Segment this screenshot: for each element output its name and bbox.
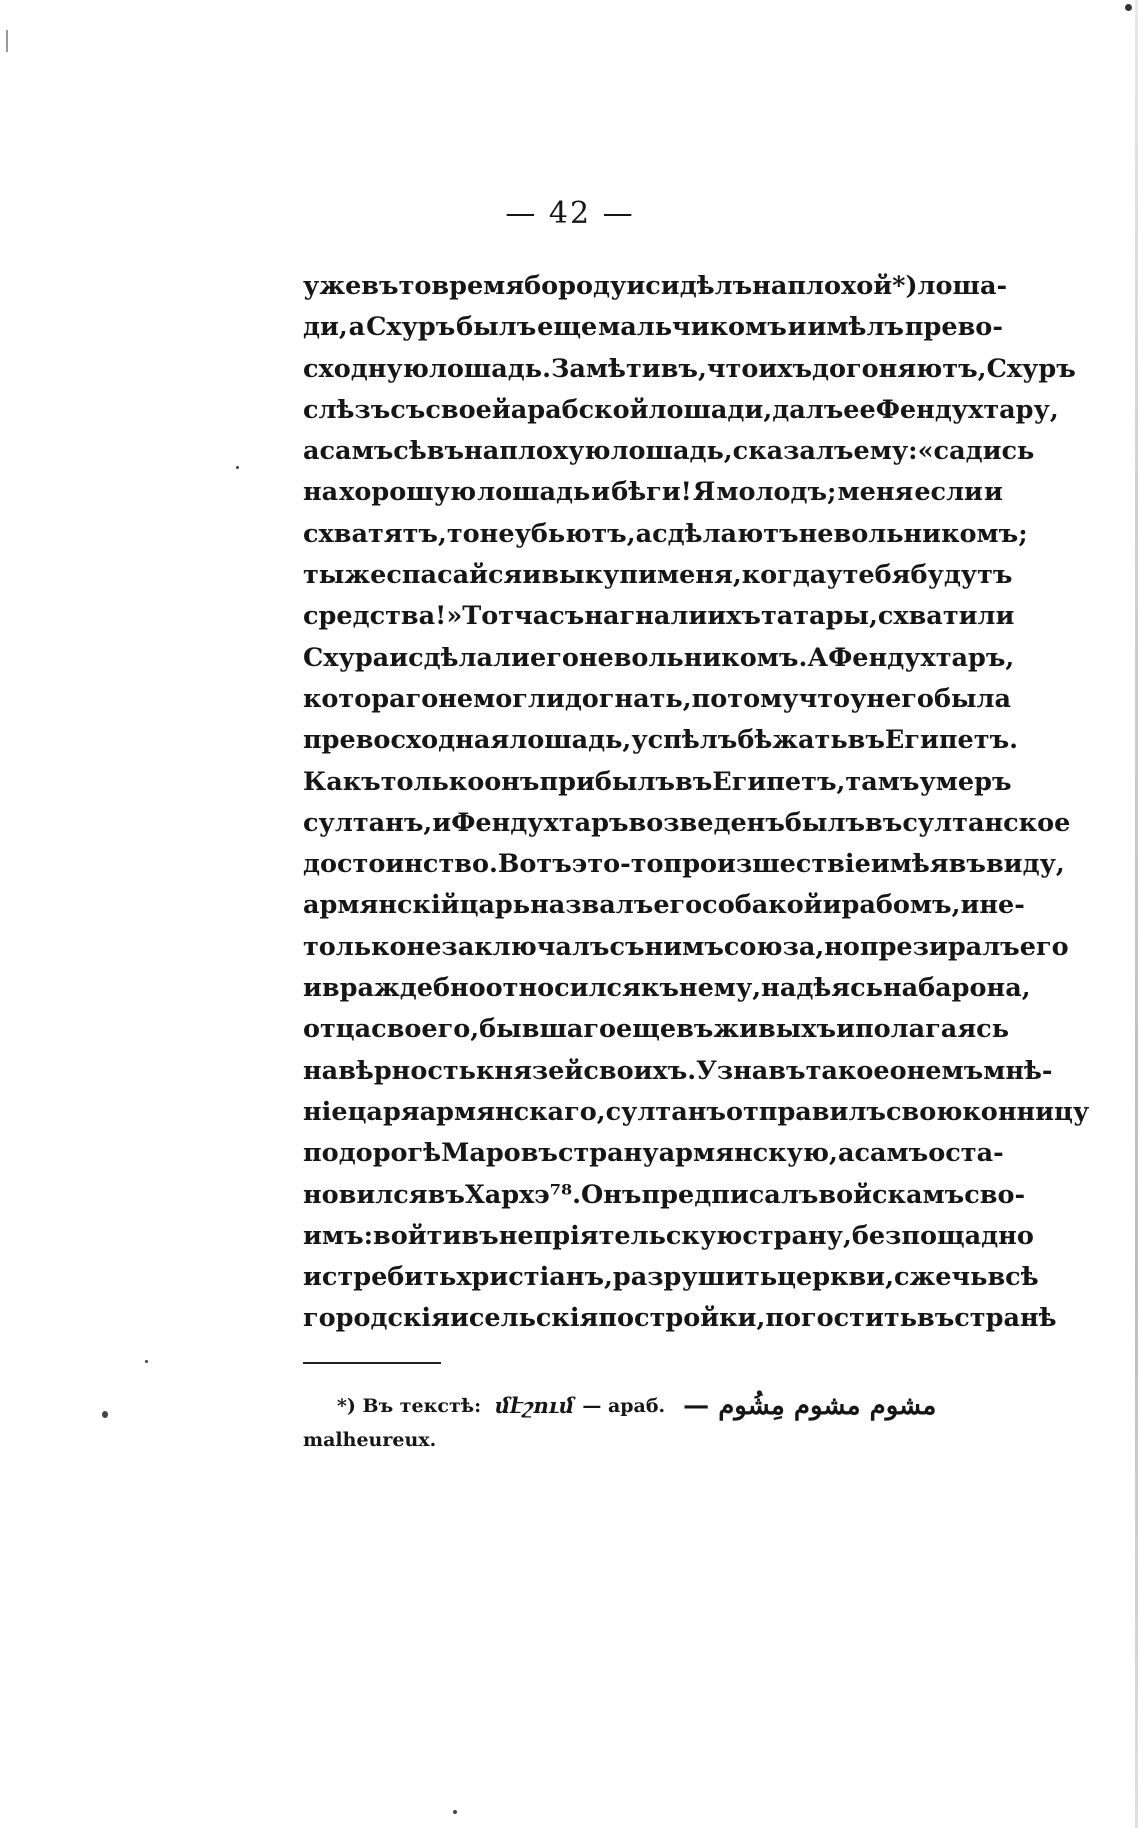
text-line: [303, 1133, 1003, 1174]
word: и: [449, 1303, 469, 1334]
text-line: [303, 885, 1025, 926]
word: въ: [847, 725, 885, 756]
word: Схура: [303, 642, 390, 673]
word: армянскую,: [658, 1138, 838, 1169]
word: сидѣлъ: [645, 271, 753, 301]
word: Схуръ: [986, 353, 1076, 384]
word: и: [836, 1014, 855, 1045]
word: время: [431, 271, 525, 301]
word: у: [850, 683, 867, 714]
word: лошадь,: [509, 725, 632, 756]
word: въ: [361, 271, 399, 301]
word: Какъ: [303, 766, 381, 797]
word: бывшаго: [479, 1014, 617, 1045]
word: отца: [303, 1014, 372, 1045]
word: но: [824, 931, 860, 962]
text-line: [303, 1216, 1034, 1257]
word: невольникомъ;: [798, 518, 1028, 549]
word: лошадь.: [428, 353, 551, 384]
text-line: [303, 390, 1059, 431]
word: самъ: [319, 436, 394, 467]
footnote: [303, 1389, 1003, 1457]
word: бѣги!: [611, 477, 692, 508]
word: собакой: [702, 890, 823, 921]
word: его: [653, 890, 703, 921]
word: вѣрность: [338, 1055, 476, 1086]
word: разрушить: [612, 1262, 778, 1293]
word: еще: [537, 312, 598, 343]
word: презиралъ: [859, 931, 1020, 962]
word: назвалъ: [530, 890, 654, 921]
word: сжечь: [893, 1262, 988, 1293]
word: живыхъ: [713, 1014, 837, 1045]
word: на: [303, 1055, 339, 1086]
text-line: [303, 844, 1065, 885]
word: войскамъ: [818, 1179, 965, 1210]
word: и: [626, 271, 646, 301]
word: прибылъ: [539, 766, 675, 797]
text-line: [303, 1051, 1053, 1092]
footnote-marker-label: *) Въ текстѣ:: [337, 1395, 482, 1417]
word: виду,: [985, 849, 1065, 880]
word: имѣлъ: [807, 312, 904, 343]
word: Онъ: [581, 1179, 642, 1210]
word: съ: [390, 394, 426, 425]
text-line: [303, 266, 1008, 307]
word: невольникомъ.: [578, 642, 808, 673]
word: догоняютъ,: [812, 353, 987, 384]
word: А: [807, 642, 829, 673]
word: Фендухтаръ,: [828, 642, 1015, 673]
word: полагаясь: [855, 1014, 1009, 1045]
word: рабомъ,: [841, 890, 961, 921]
word: и: [591, 477, 611, 508]
word: городскія: [303, 1303, 450, 1334]
word: Фендухтару,: [875, 394, 1059, 425]
word: своихъ.: [583, 1055, 697, 1086]
word: на: [303, 477, 339, 508]
word: средства!»: [303, 601, 463, 632]
word: татары,: [760, 601, 878, 632]
word: немъ: [906, 1055, 984, 1086]
word: ихъ: [707, 601, 761, 632]
word: сѣвъ: [393, 436, 465, 467]
word: далъ: [772, 394, 844, 425]
word: у: [826, 560, 843, 591]
word: мнѣ-: [983, 1055, 1053, 1086]
word: тебя: [842, 560, 911, 591]
word: будутъ: [910, 560, 1013, 591]
word: молодъ;: [716, 477, 837, 508]
text-line: [303, 431, 1035, 472]
word: успѣлъ: [631, 725, 738, 756]
word: а: [348, 312, 366, 343]
word: конницу: [962, 1096, 1090, 1127]
word: своей: [425, 394, 511, 425]
word: сдѣлаютъ: [652, 518, 799, 549]
text-line: [303, 596, 1015, 637]
word: непріятельскую: [498, 1220, 743, 1251]
word: тамъ: [845, 766, 920, 797]
text-line: [303, 1009, 1009, 1050]
word: армянскій: [303, 890, 460, 921]
word: царь: [459, 890, 531, 921]
text-line: [303, 555, 1013, 596]
word: въ: [948, 849, 986, 880]
word: и: [983, 477, 1003, 508]
word: и: [822, 890, 842, 921]
word: армянскаго,: [419, 1096, 606, 1127]
word: нимъ: [644, 931, 724, 962]
word: отправилъ: [725, 1096, 886, 1127]
word: новился: [303, 1179, 428, 1210]
footnote-continuation: malheureux.: [303, 1429, 437, 1451]
word: схватили: [877, 601, 1015, 632]
word: арабской: [510, 394, 649, 425]
word: Египетъ.: [884, 725, 1019, 756]
word: была: [933, 683, 1012, 714]
text-line: [303, 927, 1069, 968]
word: султанъ: [605, 1096, 726, 1127]
word: умеръ: [919, 766, 1012, 797]
word: въ: [675, 766, 713, 797]
word: и: [389, 642, 409, 673]
word: Узнавъ: [696, 1055, 806, 1086]
text-line: [303, 968, 1031, 1009]
footnote-arabic-words: مشوم مشوم مِشُوم —: [683, 1391, 937, 1421]
word: Вотъ: [497, 849, 572, 880]
word: меня,: [656, 560, 742, 591]
word: въ: [461, 1220, 499, 1251]
word: сдѣлали: [408, 642, 530, 673]
word: въ: [917, 1303, 955, 1334]
word: былъ: [456, 312, 537, 343]
word: сельскія: [468, 1303, 599, 1334]
text-line: [303, 803, 1071, 844]
word: былъ: [784, 807, 866, 838]
word: съ: [609, 931, 645, 962]
word: же: [344, 560, 387, 591]
word: истребить: [303, 1262, 457, 1293]
word: меня: [837, 477, 914, 508]
word: когда: [741, 560, 827, 591]
word: догнать,: [564, 683, 692, 714]
word: его: [529, 642, 579, 673]
word: нагнали: [584, 601, 708, 632]
word: то: [398, 271, 432, 301]
word: прево-: [904, 312, 1003, 343]
word: немогли: [438, 683, 565, 714]
word: убьютъ,: [514, 518, 636, 549]
word: Хархэ⁷⁸.: [464, 1179, 582, 1210]
word: союза,: [723, 931, 825, 962]
word: а: [837, 1138, 855, 1169]
text-line: [303, 679, 1012, 720]
word: лошадь: [477, 477, 591, 508]
word: предписалъ: [641, 1179, 819, 1210]
word: ди,: [303, 312, 348, 343]
word: къ: [640, 973, 679, 1004]
word: сказалъ: [732, 436, 854, 467]
word: ихъ: [758, 353, 813, 384]
footnote-first-line: [303, 1389, 1003, 1423]
word: султанское: [902, 807, 1071, 838]
word: ты: [303, 560, 345, 591]
word: бороду: [524, 271, 627, 301]
word: превосходная: [303, 725, 510, 756]
word: произшествіе: [663, 849, 871, 880]
word: въ: [676, 1014, 714, 1045]
word: барона,: [918, 973, 1031, 1004]
word: не: [479, 518, 515, 549]
word: ніе: [303, 1096, 348, 1127]
word: него: [866, 683, 934, 714]
word: лошадь,: [610, 436, 733, 467]
word: если: [914, 477, 983, 508]
word: имъ:: [303, 1220, 374, 1251]
word: дорогѣ: [338, 1138, 442, 1169]
word: такое: [805, 1055, 890, 1086]
word: враждебно: [321, 973, 486, 1004]
word: уже: [303, 271, 362, 301]
word: слѣзъ: [303, 394, 391, 425]
word: страну: [557, 1138, 659, 1169]
word: оста-: [928, 1138, 1004, 1169]
word: и: [787, 312, 807, 343]
scan-speck: [1125, 4, 1132, 11]
word: что: [706, 353, 759, 384]
footnote-rule: [303, 1362, 441, 1364]
text-line: [303, 514, 1028, 555]
word: и: [303, 973, 322, 1004]
word: постройки,: [598, 1303, 766, 1334]
word: лоша-: [917, 271, 1008, 301]
scan-mark: [6, 30, 8, 52]
word: онъ: [484, 766, 540, 797]
word: а: [303, 436, 320, 467]
word: своего,: [371, 1014, 480, 1045]
footnote-armenian-word: մէշում: [495, 1393, 575, 1418]
word: на: [464, 436, 500, 467]
word: Фендухтаръ: [451, 807, 629, 838]
word: не-: [979, 890, 1025, 921]
word: его: [1019, 931, 1069, 962]
word: «садись: [917, 436, 1035, 467]
footnote-arabic-label: — араб.: [582, 1395, 666, 1417]
word: не: [406, 931, 442, 962]
word: относился: [485, 973, 641, 1004]
text-line: [303, 1257, 1039, 1298]
word: по: [303, 1138, 339, 1169]
text-line: [303, 1092, 1090, 1133]
text-line: [303, 349, 1076, 390]
word: *): [892, 271, 918, 301]
word: хорошую: [339, 477, 477, 508]
word: царя: [347, 1096, 420, 1127]
word: выкупи: [541, 560, 657, 591]
word: султанъ,: [303, 807, 433, 838]
text-line: [303, 307, 1003, 348]
word: мальчикомъ: [598, 312, 787, 343]
word: а: [635, 518, 653, 549]
scan-speck: [236, 466, 239, 469]
text-line: [303, 762, 1012, 803]
scan-speck: [453, 1810, 457, 1814]
word: на: [752, 271, 788, 301]
page-number: — 42 —: [505, 196, 635, 231]
word: что: [798, 683, 851, 714]
word: схватятъ,: [303, 518, 447, 549]
scan-speck: [102, 1411, 108, 1418]
word: Маро: [441, 1138, 521, 1169]
word: нему,: [678, 973, 762, 1004]
word: надѣясь: [761, 973, 883, 1004]
word: и: [960, 890, 980, 921]
word: плохой: [787, 271, 893, 301]
scan-edge: [1135, 0, 1138, 1828]
word: христіанъ,: [456, 1262, 613, 1293]
text-line: [303, 1175, 1026, 1216]
word: ему:: [853, 436, 918, 467]
text-line: [303, 720, 1019, 761]
word: лошади,: [648, 394, 773, 425]
word: Тотчасъ: [462, 601, 585, 632]
word: Я: [692, 477, 716, 508]
word: церкви,: [777, 1262, 894, 1293]
scan-speck: [145, 1360, 148, 1363]
word: въ: [427, 1179, 465, 1210]
word: всѣ: [987, 1262, 1039, 1293]
word: страну,: [742, 1220, 852, 1251]
word: плохую: [499, 436, 611, 467]
word: князей: [475, 1055, 584, 1086]
word: сво-: [964, 1179, 1026, 1210]
text-line: [303, 472, 1003, 513]
word: странѣ: [954, 1303, 1057, 1334]
word: войти: [373, 1220, 462, 1251]
text-line: [303, 1298, 1057, 1339]
word: самъ: [854, 1138, 929, 1169]
word: свою: [885, 1096, 963, 1127]
word: о: [889, 1055, 907, 1086]
body-text: [303, 266, 1090, 1340]
word: только: [303, 931, 407, 962]
word: Схуръ: [366, 312, 456, 343]
word: безпощадно: [851, 1220, 1034, 1251]
word: въ: [865, 807, 903, 838]
word: и: [432, 807, 452, 838]
word: въ: [520, 1138, 558, 1169]
word: еще: [616, 1014, 677, 1045]
word: заключалъ: [441, 931, 610, 962]
word: погостить: [765, 1303, 917, 1334]
word: Египетъ,: [712, 766, 846, 797]
word: и: [522, 560, 542, 591]
word: сходную: [303, 353, 429, 384]
word: достоинство.: [303, 849, 498, 880]
word: возведенъ: [628, 807, 785, 838]
word: бѣжать: [737, 725, 848, 756]
word: спасайся: [386, 560, 523, 591]
word: это-то: [571, 849, 664, 880]
word: то: [446, 518, 480, 549]
word: Замѣтивъ,: [550, 353, 707, 384]
word: ее: [843, 394, 876, 425]
word: имѣя: [870, 849, 949, 880]
word: только: [380, 766, 485, 797]
word: на: [882, 973, 919, 1004]
text-line: [303, 638, 1015, 679]
word: котораго: [303, 683, 439, 714]
word: потому: [691, 683, 799, 714]
